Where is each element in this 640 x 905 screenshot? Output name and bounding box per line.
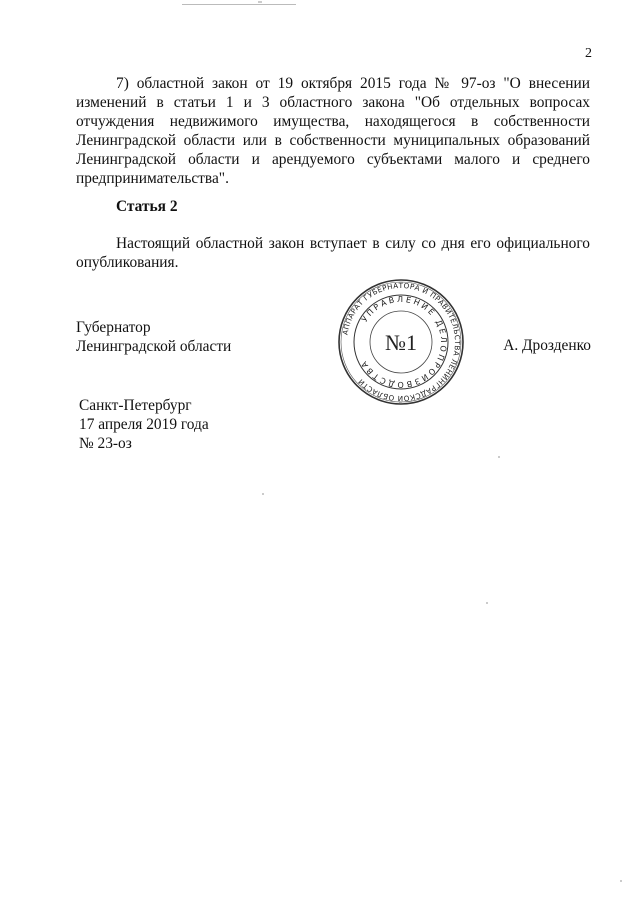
signer-position xyxy=(76,318,231,356)
signer-position-line-1: Губернатор xyxy=(76,319,151,336)
footer-city: Санкт-Петербург xyxy=(79,397,192,414)
footer-law-number: № 23-оз xyxy=(79,435,132,452)
article-2-heading: Статья 2 xyxy=(116,198,178,215)
list-item-7-text: 7) областной закон от 19 октября 2015 года № 97-оз "О внесении изменений в статьи 1 и 3 областного закона "Об отдельных вопросах отчуждения недвижимого имущества, находящегося в собственности Ленинградской области или в собственности муниципальных образований Ленинградской области и арендуемого субъектами малого и среднего предпринимательства". xyxy=(76,75,590,187)
page-number: 2 xyxy=(585,46,592,61)
signer-name: А. Дрозденко xyxy=(503,337,591,354)
scan-edge-line xyxy=(182,4,296,5)
list-item-7 xyxy=(76,74,590,188)
article-2-text: Настоящий областной закон вступает в силу со дня его официального опубликования. xyxy=(76,235,590,271)
scan-speck xyxy=(262,493,264,495)
footer-block xyxy=(79,396,209,453)
scan-speck xyxy=(498,456,500,458)
scan-speck xyxy=(258,1,262,3)
stamp-center-number: №1 xyxy=(385,330,417,355)
signer-position-line-2: Ленинградской области xyxy=(76,338,232,355)
footer-date: 17 апреля 2019 года xyxy=(79,416,209,433)
official-stamp xyxy=(337,278,465,406)
stamp-inner-text: УПРАВЛЕНИЕ ДЕЛОПРОИЗВОДСТВА xyxy=(358,294,449,390)
article-2-paragraph xyxy=(76,234,590,272)
scan-speck xyxy=(620,880,622,882)
stamp-outer-text: АППАРАТ ГУБЕРНАТОРА И ПРАВИТЕЛЬСТВА ЛЕНИНГРАДСКОЙ ОБЛАСТИ xyxy=(340,280,463,404)
scan-speck xyxy=(486,602,488,604)
